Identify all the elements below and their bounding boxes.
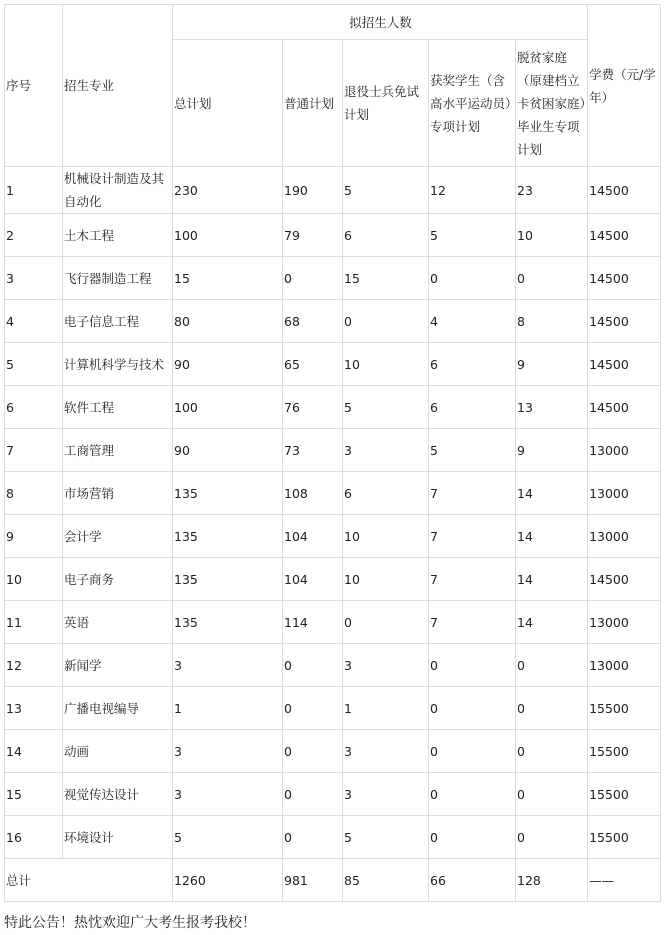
- cell-major: 视觉传达设计: [63, 773, 173, 816]
- cell-veteran-plan: 5: [343, 167, 429, 214]
- table-row: [5, 730, 661, 773]
- cell-regular-plan: 104: [283, 515, 343, 558]
- cell-tuition: 14500: [588, 167, 661, 214]
- cell-poverty-plan: 9: [516, 429, 588, 472]
- cell-tuition: 14500: [588, 300, 661, 343]
- cell-award-plan: 7: [429, 601, 516, 644]
- cell-index: 4: [5, 300, 63, 343]
- cell-tuition: 14500: [588, 257, 661, 300]
- cell-veteran-plan: 3: [343, 644, 429, 687]
- cell-total-plan: 90: [173, 343, 283, 386]
- cell-veteran-plan: 6: [343, 214, 429, 257]
- cell-poverty-plan: 10: [516, 214, 588, 257]
- cell-poverty-plan: 9: [516, 343, 588, 386]
- cell-award-plan: 7: [429, 472, 516, 515]
- cell-major: 机械设计制造及其自动化: [63, 167, 173, 214]
- cell-tuition: 13000: [588, 601, 661, 644]
- cell-index: 16: [5, 816, 63, 859]
- cell-poverty-plan: 14: [516, 601, 588, 644]
- cell-regular-plan: 0: [283, 687, 343, 730]
- header-poverty-plan: 脱贫家庭（原建档立卡贫困家庭）毕业生专项计划: [516, 40, 588, 167]
- cell-veteran-plan: 15: [343, 257, 429, 300]
- cell-tuition: 13000: [588, 644, 661, 687]
- announcement-footer: 特此公告！热忱欢迎广大考生报考我校！: [4, 915, 256, 931]
- cell-regular-plan: 76: [283, 386, 343, 429]
- cell-veteran-plan: 0: [343, 601, 429, 644]
- cell-veteran-plan: 5: [343, 816, 429, 859]
- total-label: 总计: [5, 859, 173, 902]
- cell-total-plan: 135: [173, 472, 283, 515]
- total-veteran-plan: 85: [343, 859, 429, 902]
- cell-poverty-plan: 14: [516, 472, 588, 515]
- header-major: 招生专业: [63, 5, 173, 167]
- cell-regular-plan: 68: [283, 300, 343, 343]
- header-index: 序号: [5, 5, 63, 167]
- cell-tuition: 15500: [588, 730, 661, 773]
- header-regular-plan: 普通计划: [283, 40, 343, 167]
- cell-regular-plan: 79: [283, 214, 343, 257]
- cell-total-plan: 90: [173, 429, 283, 472]
- cell-index: 11: [5, 601, 63, 644]
- cell-tuition: 14500: [588, 386, 661, 429]
- cell-major: 市场营销: [63, 472, 173, 515]
- cell-regular-plan: 73: [283, 429, 343, 472]
- cell-veteran-plan: 3: [343, 730, 429, 773]
- cell-award-plan: 0: [429, 257, 516, 300]
- cell-total-plan: 5: [173, 816, 283, 859]
- cell-regular-plan: 0: [283, 730, 343, 773]
- total-award-plan: 66: [429, 859, 516, 902]
- cell-veteran-plan: 10: [343, 343, 429, 386]
- cell-total-plan: 135: [173, 558, 283, 601]
- cell-poverty-plan: 23: [516, 167, 588, 214]
- cell-total-plan: 1: [173, 687, 283, 730]
- cell-award-plan: 4: [429, 300, 516, 343]
- cell-award-plan: 0: [429, 644, 516, 687]
- cell-award-plan: 0: [429, 816, 516, 859]
- cell-major: 英语: [63, 601, 173, 644]
- cell-tuition: 15500: [588, 687, 661, 730]
- total-row: [5, 859, 661, 902]
- cell-regular-plan: 0: [283, 644, 343, 687]
- header-veteran-plan: 退役士兵免试计划: [343, 40, 429, 167]
- cell-award-plan: 7: [429, 515, 516, 558]
- cell-regular-plan: 190: [283, 167, 343, 214]
- cell-total-plan: 80: [173, 300, 283, 343]
- total-regular-plan: 981: [283, 859, 343, 902]
- header-tuition: 学费（元/学年）: [588, 5, 661, 167]
- table-row: [5, 167, 661, 214]
- total-poverty-plan: 128: [516, 859, 588, 902]
- table-row: [5, 773, 661, 816]
- cell-total-plan: 135: [173, 515, 283, 558]
- cell-veteran-plan: 10: [343, 515, 429, 558]
- cell-veteran-plan: 1: [343, 687, 429, 730]
- cell-major: 电子信息工程: [63, 300, 173, 343]
- total-tuition: ——: [588, 859, 661, 902]
- table-row: [5, 558, 661, 601]
- cell-veteran-plan: 0: [343, 300, 429, 343]
- table-row: [5, 472, 661, 515]
- cell-total-plan: 15: [173, 257, 283, 300]
- table-row: [5, 644, 661, 687]
- cell-tuition: 14500: [588, 558, 661, 601]
- cell-major: 动画: [63, 730, 173, 773]
- cell-poverty-plan: 14: [516, 515, 588, 558]
- cell-poverty-plan: 14: [516, 558, 588, 601]
- cell-index: 9: [5, 515, 63, 558]
- cell-index: 13: [5, 687, 63, 730]
- table-row: [5, 429, 661, 472]
- cell-major: 环境设计: [63, 816, 173, 859]
- cell-tuition: 13000: [588, 515, 661, 558]
- cell-tuition: 15500: [588, 773, 661, 816]
- table-row: [5, 386, 661, 429]
- cell-veteran-plan: 3: [343, 773, 429, 816]
- table-row: [5, 343, 661, 386]
- cell-major: 电子商务: [63, 558, 173, 601]
- cell-total-plan: 135: [173, 601, 283, 644]
- total-total-plan: 1260: [173, 859, 283, 902]
- cell-veteran-plan: 6: [343, 472, 429, 515]
- cell-poverty-plan: 0: [516, 773, 588, 816]
- cell-poverty-plan: 0: [516, 257, 588, 300]
- cell-major: 广播电视编导: [63, 687, 173, 730]
- cell-regular-plan: 0: [283, 816, 343, 859]
- table-row: [5, 816, 661, 859]
- cell-major: 飞行器制造工程: [63, 257, 173, 300]
- table-row: [5, 601, 661, 644]
- cell-major: 工商管理: [63, 429, 173, 472]
- cell-total-plan: 100: [173, 214, 283, 257]
- cell-award-plan: 6: [429, 343, 516, 386]
- cell-regular-plan: 0: [283, 773, 343, 816]
- cell-veteran-plan: 5: [343, 386, 429, 429]
- cell-veteran-plan: 3: [343, 429, 429, 472]
- cell-index: 3: [5, 257, 63, 300]
- cell-total-plan: 3: [173, 730, 283, 773]
- cell-major: 计算机科学与技术: [63, 343, 173, 386]
- cell-award-plan: 6: [429, 386, 516, 429]
- cell-award-plan: 5: [429, 429, 516, 472]
- cell-regular-plan: 104: [283, 558, 343, 601]
- cell-index: 8: [5, 472, 63, 515]
- cell-index: 6: [5, 386, 63, 429]
- table-row: [5, 515, 661, 558]
- cell-poverty-plan: 0: [516, 730, 588, 773]
- cell-index: 5: [5, 343, 63, 386]
- cell-tuition: 13000: [588, 472, 661, 515]
- cell-index: 10: [5, 558, 63, 601]
- cell-tuition: 14500: [588, 214, 661, 257]
- cell-index: 14: [5, 730, 63, 773]
- cell-award-plan: 7: [429, 558, 516, 601]
- cell-tuition: 15500: [588, 816, 661, 859]
- cell-index: 15: [5, 773, 63, 816]
- cell-tuition: 13000: [588, 429, 661, 472]
- cell-award-plan: 12: [429, 167, 516, 214]
- cell-award-plan: 5: [429, 214, 516, 257]
- table-row: [5, 687, 661, 730]
- cell-poverty-plan: 8: [516, 300, 588, 343]
- header-total-plan: 总计划: [173, 40, 283, 167]
- cell-total-plan: 100: [173, 386, 283, 429]
- cell-total-plan: 3: [173, 773, 283, 816]
- cell-total-plan: 230: [173, 167, 283, 214]
- header-award-plan: 获奖学生（含高水平运动员）专项计划: [429, 40, 516, 167]
- cell-regular-plan: 65: [283, 343, 343, 386]
- cell-award-plan: 0: [429, 687, 516, 730]
- cell-poverty-plan: 0: [516, 644, 588, 687]
- cell-index: 1: [5, 167, 63, 214]
- cell-major: 会计学: [63, 515, 173, 558]
- table-row: [5, 257, 661, 300]
- cell-poverty-plan: 0: [516, 816, 588, 859]
- cell-poverty-plan: 0: [516, 687, 588, 730]
- cell-total-plan: 3: [173, 644, 283, 687]
- cell-poverty-plan: 13: [516, 386, 588, 429]
- cell-award-plan: 0: [429, 773, 516, 816]
- cell-veteran-plan: 10: [343, 558, 429, 601]
- table-row: [5, 214, 661, 257]
- cell-regular-plan: 0: [283, 257, 343, 300]
- cell-index: 7: [5, 429, 63, 472]
- cell-award-plan: 0: [429, 730, 516, 773]
- cell-major: 软件工程: [63, 386, 173, 429]
- cell-tuition: 14500: [588, 343, 661, 386]
- enrollment-plan-table: [4, 4, 661, 902]
- table-row: [5, 300, 661, 343]
- cell-index: 12: [5, 644, 63, 687]
- cell-index: 2: [5, 214, 63, 257]
- cell-major: 土木工程: [63, 214, 173, 257]
- cell-regular-plan: 114: [283, 601, 343, 644]
- table-body: [5, 167, 661, 859]
- cell-major: 新闻学: [63, 644, 173, 687]
- header-planned-enrollment: 拟招生人数: [173, 5, 588, 40]
- cell-regular-plan: 108: [283, 472, 343, 515]
